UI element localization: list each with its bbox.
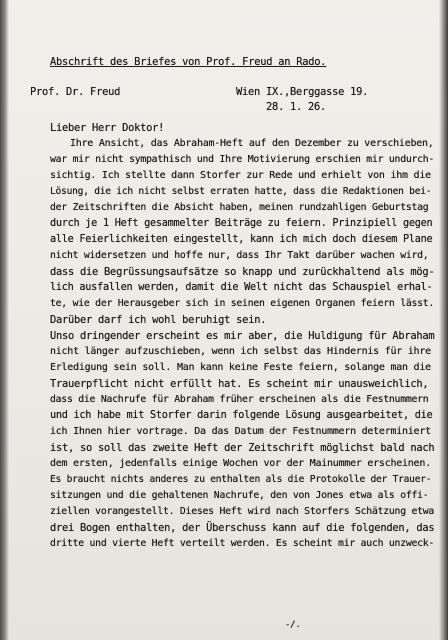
body-line: und ich habe mit Storfer darin folgende Lösung ausgearbeitet, die [50,410,433,421]
scan-edge-left [0,0,9,640]
body-line: Darüber darf ich wohl beruhigt sein. [50,314,267,326]
body-line: Trauerpflicht nicht erfüllt hat. Es scheint mir unausweichlich, [50,378,429,390]
body-line: ich Ihnen hier vortrage. Da das Datum der Festnummern determiniert [50,426,431,437]
body-line: der Zeitschriften die Absicht haben, meinen rundzahligen Geburtstag [50,202,429,213]
body-line: dass die Begrüssungsaufsätze so knapp und zurückhaltend als mög- [50,266,435,278]
sender-name: Prof. Dr. Freud [30,86,121,98]
body-line: te, wie der Herausgeber sich in seinen eigenen Organen feiern lässt. [50,298,435,309]
body-line: Es braucht nichts anderes zu enthalten als die Protokolle der Trauer- [50,474,432,485]
document-title: Abschrift des Briefes von Prof. Freud an Rado. [50,56,327,68]
body-line: dass die Nachrufe für Abraham früher erscheinen als die Festnummern [50,394,429,405]
body-line: ist, so soll das zweite Heft der Zeitschrift möglichst bald nach [50,442,435,454]
body-line: drei Bogen enthalten, der Überschuss kann auf die folgenden, das [50,522,435,534]
body-line: ziellen vorangestellt. Dieses Heft wird nach Storfers Schätzung etwa [50,506,435,517]
body-line: alle Feierlichkeiten eingestellt, kann ich mich doch diesem Plane [50,234,433,245]
body-line: war mir nicht sympathisch und Ihre Motivierung erschien mir undurch- [50,154,435,165]
letter-date: 28. 1. 26. [266,101,327,113]
body-line: sichtig. Ich stellte dann Storfer zur Rede und erhielt von ihm die [50,170,431,181]
body-line: sitzungen und die gehaltenen Nachrufe, den von Jones etwa als offi- [50,490,429,501]
body-line: nicht widersetzen und hoffe nur, dass Ihr Takt darüber wachen wird, [50,250,429,261]
salutation: Lieber Herr Doktor! [50,122,165,134]
scan-edge-right [439,0,448,640]
body-line: durch je 1 Heft gesammelter Beiträge zu feiern. Prinzipiell gegen [50,218,433,229]
body-line: Ihre Ansicht, das Abraham-Heft auf den Dezember zu verschieben, [70,138,434,149]
page-continuation-mark: -/. [285,620,301,630]
sender-address: Wien IX.,Berggasse 19. [236,86,369,98]
body-line: nicht länger aufzuschieben, wenn ich selbst das Hindernis für ihre [50,346,431,357]
body-line: Erledigung sein soll. Man kann keine Feste feiern, solange man die [50,362,431,373]
body-line: dritte und vierte Heft verteilt werden. Es scheint mir auch unzweck- [50,538,435,549]
body-line: dem ersten, jedenfalls einige Wochen vor der Mainummer erscheinen. [50,458,431,469]
body-line: Unso dringender erscheint es mir aber, die Huldigung für Abraham [50,330,435,342]
body-line: lich ausfallen werden, damit die Welt nicht das Schauspiel erhal- [50,282,433,293]
body-line: Lösung, die ich nicht selbst erraten hatte, dass die Redaktionen bei- [50,186,432,197]
